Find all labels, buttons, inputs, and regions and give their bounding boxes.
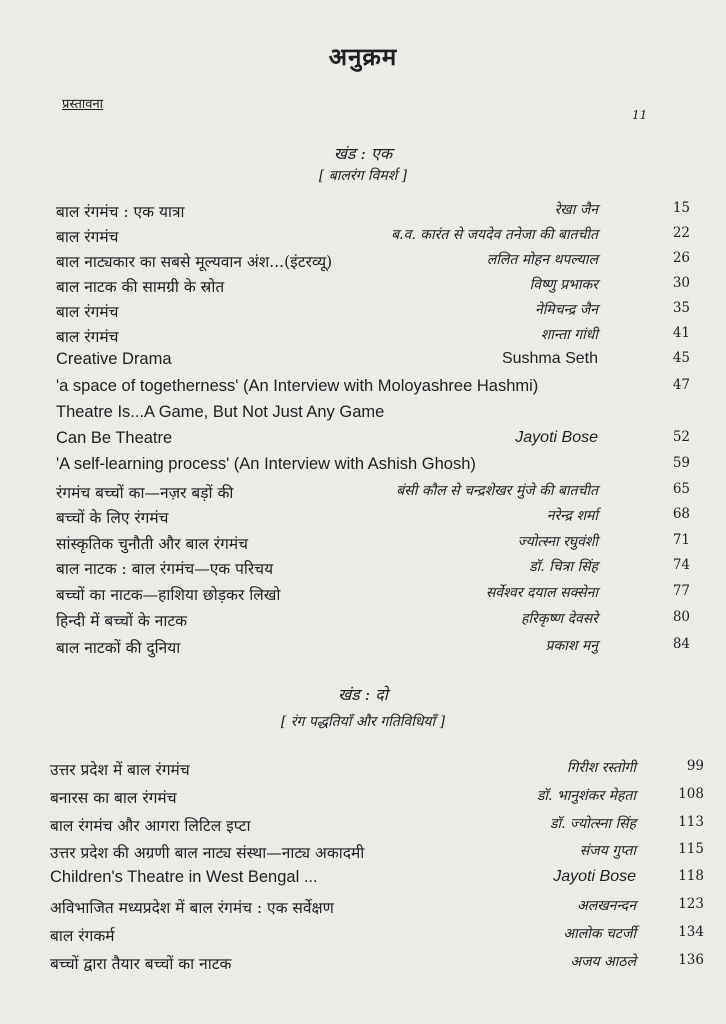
toc-entry [0, 403, 726, 427]
entry-title: Theatre Is...A Game, But Not Just Any Game [56, 403, 385, 421]
toc-entry [0, 325, 726, 349]
entry-page-number: 80 [672, 609, 690, 625]
entry-page-number: 65 [672, 481, 690, 497]
entry-title: हिन्दी में बच्चों के नाटक [56, 612, 188, 630]
entry-title: 'A self-learning process' (An Interview with Ashish Ghosh) [56, 455, 476, 473]
entry-title: बाल रंगमंच [56, 328, 119, 346]
toc-entry [0, 557, 726, 581]
entry-author: अलखनन्दन [577, 898, 636, 914]
entry-author: नेमिचन्द्र जैन [534, 302, 598, 318]
entry-author: शान्ता गांधी [540, 327, 598, 343]
toc-entry [0, 841, 726, 865]
toc-entry [0, 350, 726, 374]
section-one-subtitle: [ बालरंग विमर्श ] [318, 168, 408, 184]
entry-title: बाल रंगमंच [56, 303, 119, 321]
entry-page-number: 123 [678, 896, 704, 912]
entry-page-number: 136 [678, 952, 704, 968]
toc-entry [0, 868, 726, 892]
toc-entry [0, 532, 726, 556]
toc-entry [0, 506, 726, 530]
entry-page-number: 45 [672, 350, 690, 366]
entry-page-number: 59 [672, 455, 690, 471]
toc-entry [0, 952, 726, 976]
entry-page-number: 113 [678, 814, 704, 830]
entry-page-number: 41 [672, 325, 690, 341]
entry-title: बाल रंगकर्म [50, 927, 115, 945]
entry-title: 'a space of togetherness' (An Interview with Moloyashree Hashmi) [56, 377, 539, 395]
section-two-title: खंड : दो [338, 685, 388, 704]
section-one-title: खंड : एक [333, 144, 393, 163]
entry-page-number: 74 [672, 557, 690, 573]
toc-entry [0, 481, 726, 505]
entry-title: बच्चों का नाटक—हाशिया छोड़कर लिखो [56, 586, 281, 604]
entry-author: ज्योत्स्ना रघुवंशी [517, 534, 598, 550]
entry-author: डॉ. चित्रा सिंह [529, 559, 598, 575]
toc-entry [0, 583, 726, 607]
toc-entry [0, 275, 726, 299]
entry-author: नरेन्द्र शर्मा [546, 508, 598, 524]
entry-title: रंगमंच बच्चों का—नज़र बड़ों की [56, 484, 234, 502]
entry-author: डॉ. ज्योत्स्ना सिंह [550, 816, 636, 832]
entry-page-number: 68 [672, 506, 690, 522]
entry-author: सर्वेश्वर दयाल सक्सेना [485, 585, 598, 601]
entry-page-number: 35 [672, 300, 690, 316]
entry-page-number: 118 [678, 868, 704, 884]
entry-title: बाल नाटक की सामग्री के स्रोत [56, 278, 225, 296]
preface-label: प्रस्तावना [62, 97, 104, 112]
entry-author: ब.व. कारंत से जयदेव तनेजा की बातचीत [391, 227, 598, 243]
entry-author: Jayoti Bose [553, 868, 636, 885]
toc-entry [0, 924, 726, 948]
entry-title: बाल नाट्यकार का सबसे मूल्यवान अंश...(इंटरव्यू) [56, 253, 333, 271]
entry-author: अजय आठले [570, 954, 636, 970]
page-title: अनुक्रम [328, 42, 398, 71]
entry-author: विष्णु प्रभाकर [529, 277, 598, 293]
toc-entry [0, 225, 726, 249]
entry-title: Can Be Theatre [56, 429, 173, 447]
entry-title: बाल रंगमंच और आगरा लिटिल इप्टा [50, 817, 251, 835]
entry-title: उत्तर प्रदेश की अग्रणी बाल नाट्य संस्था—नाट्य अकादमी [50, 844, 365, 862]
entry-title: उत्तर प्रदेश में बाल रंगमंच [50, 761, 190, 779]
toc-entry [0, 896, 726, 920]
entry-title: Children's Theatre in West Bengal ... [50, 868, 318, 886]
entry-author: संजय गुप्ता [579, 843, 636, 859]
toc-entry [0, 429, 726, 453]
entry-title: बनारस का बाल रंगमंच [50, 789, 177, 807]
toc-entry [0, 814, 726, 838]
entry-author: डॉ. भानुशंकर मेहता [536, 788, 636, 804]
entry-page-number: 71 [672, 532, 690, 548]
entry-page-number: 84 [672, 636, 690, 652]
toc-entry [0, 609, 726, 633]
toc-entry [0, 636, 726, 660]
entry-author: Jayoti Bose [515, 429, 598, 446]
entry-title: बाल रंगमंच : एक यात्रा [56, 203, 185, 221]
entry-title: सांस्कृतिक चुनौती और बाल रंगमंच [56, 535, 248, 553]
entry-author: हरिकृष्ण देवसरे [520, 611, 598, 627]
entry-page-number: 134 [678, 924, 704, 940]
toc-entry [0, 250, 726, 274]
entry-page-number: 47 [672, 377, 690, 393]
entry-title: अविभाजित मध्यप्रदेश में बाल रंगमंच : एक सर्वेक्षण [50, 899, 334, 917]
toc-entry [0, 200, 726, 224]
entry-page-number: 52 [672, 429, 690, 445]
toc-entry [0, 377, 726, 401]
toc-entry [0, 758, 726, 782]
entry-page-number: 15 [672, 200, 690, 216]
entry-title: बच्चों के लिए रंगमंच [56, 509, 169, 527]
toc-entry [0, 455, 726, 479]
entry-title: Creative Drama [56, 350, 172, 368]
toc-entry [0, 300, 726, 324]
entry-author: Sushma Seth [501, 350, 598, 367]
entry-author: आलोक चटर्जी [563, 926, 636, 942]
entry-title: बच्चों द्वारा तैयार बच्चों का नाटक [50, 955, 232, 973]
entry-page-number: 30 [672, 275, 690, 291]
entry-page-number: 108 [678, 786, 704, 802]
entry-page-number: 26 [672, 250, 690, 266]
entry-author: रेखा जैन [554, 202, 598, 218]
entry-title: बाल रंगमंच [56, 228, 119, 246]
entry-author: बंसी कौल से चन्द्रशेखर मुंजे की बातचीत [396, 483, 598, 499]
entry-title: बाल नाटक : बाल रंगमंच—एक परिचय [56, 560, 274, 578]
entry-page-number: 77 [672, 583, 690, 599]
entry-page-number: 99 [686, 758, 704, 774]
entry-author: गिरीश रस्तोगी [566, 760, 636, 776]
entry-page-number: 115 [678, 841, 704, 857]
entry-author: प्रकाश मनु [545, 638, 598, 654]
entry-title: बाल नाटकों की दुनिया [56, 639, 181, 657]
section-two-subtitle: [ रंग पद्धतियाँ और गतिविधियाँ ] [280, 714, 446, 730]
preface-page-number: 11 [632, 108, 648, 122]
entry-page-number: 22 [672, 225, 690, 241]
entry-author: ललित मोहन थपल्याल [486, 252, 598, 268]
toc-entry [0, 786, 726, 810]
